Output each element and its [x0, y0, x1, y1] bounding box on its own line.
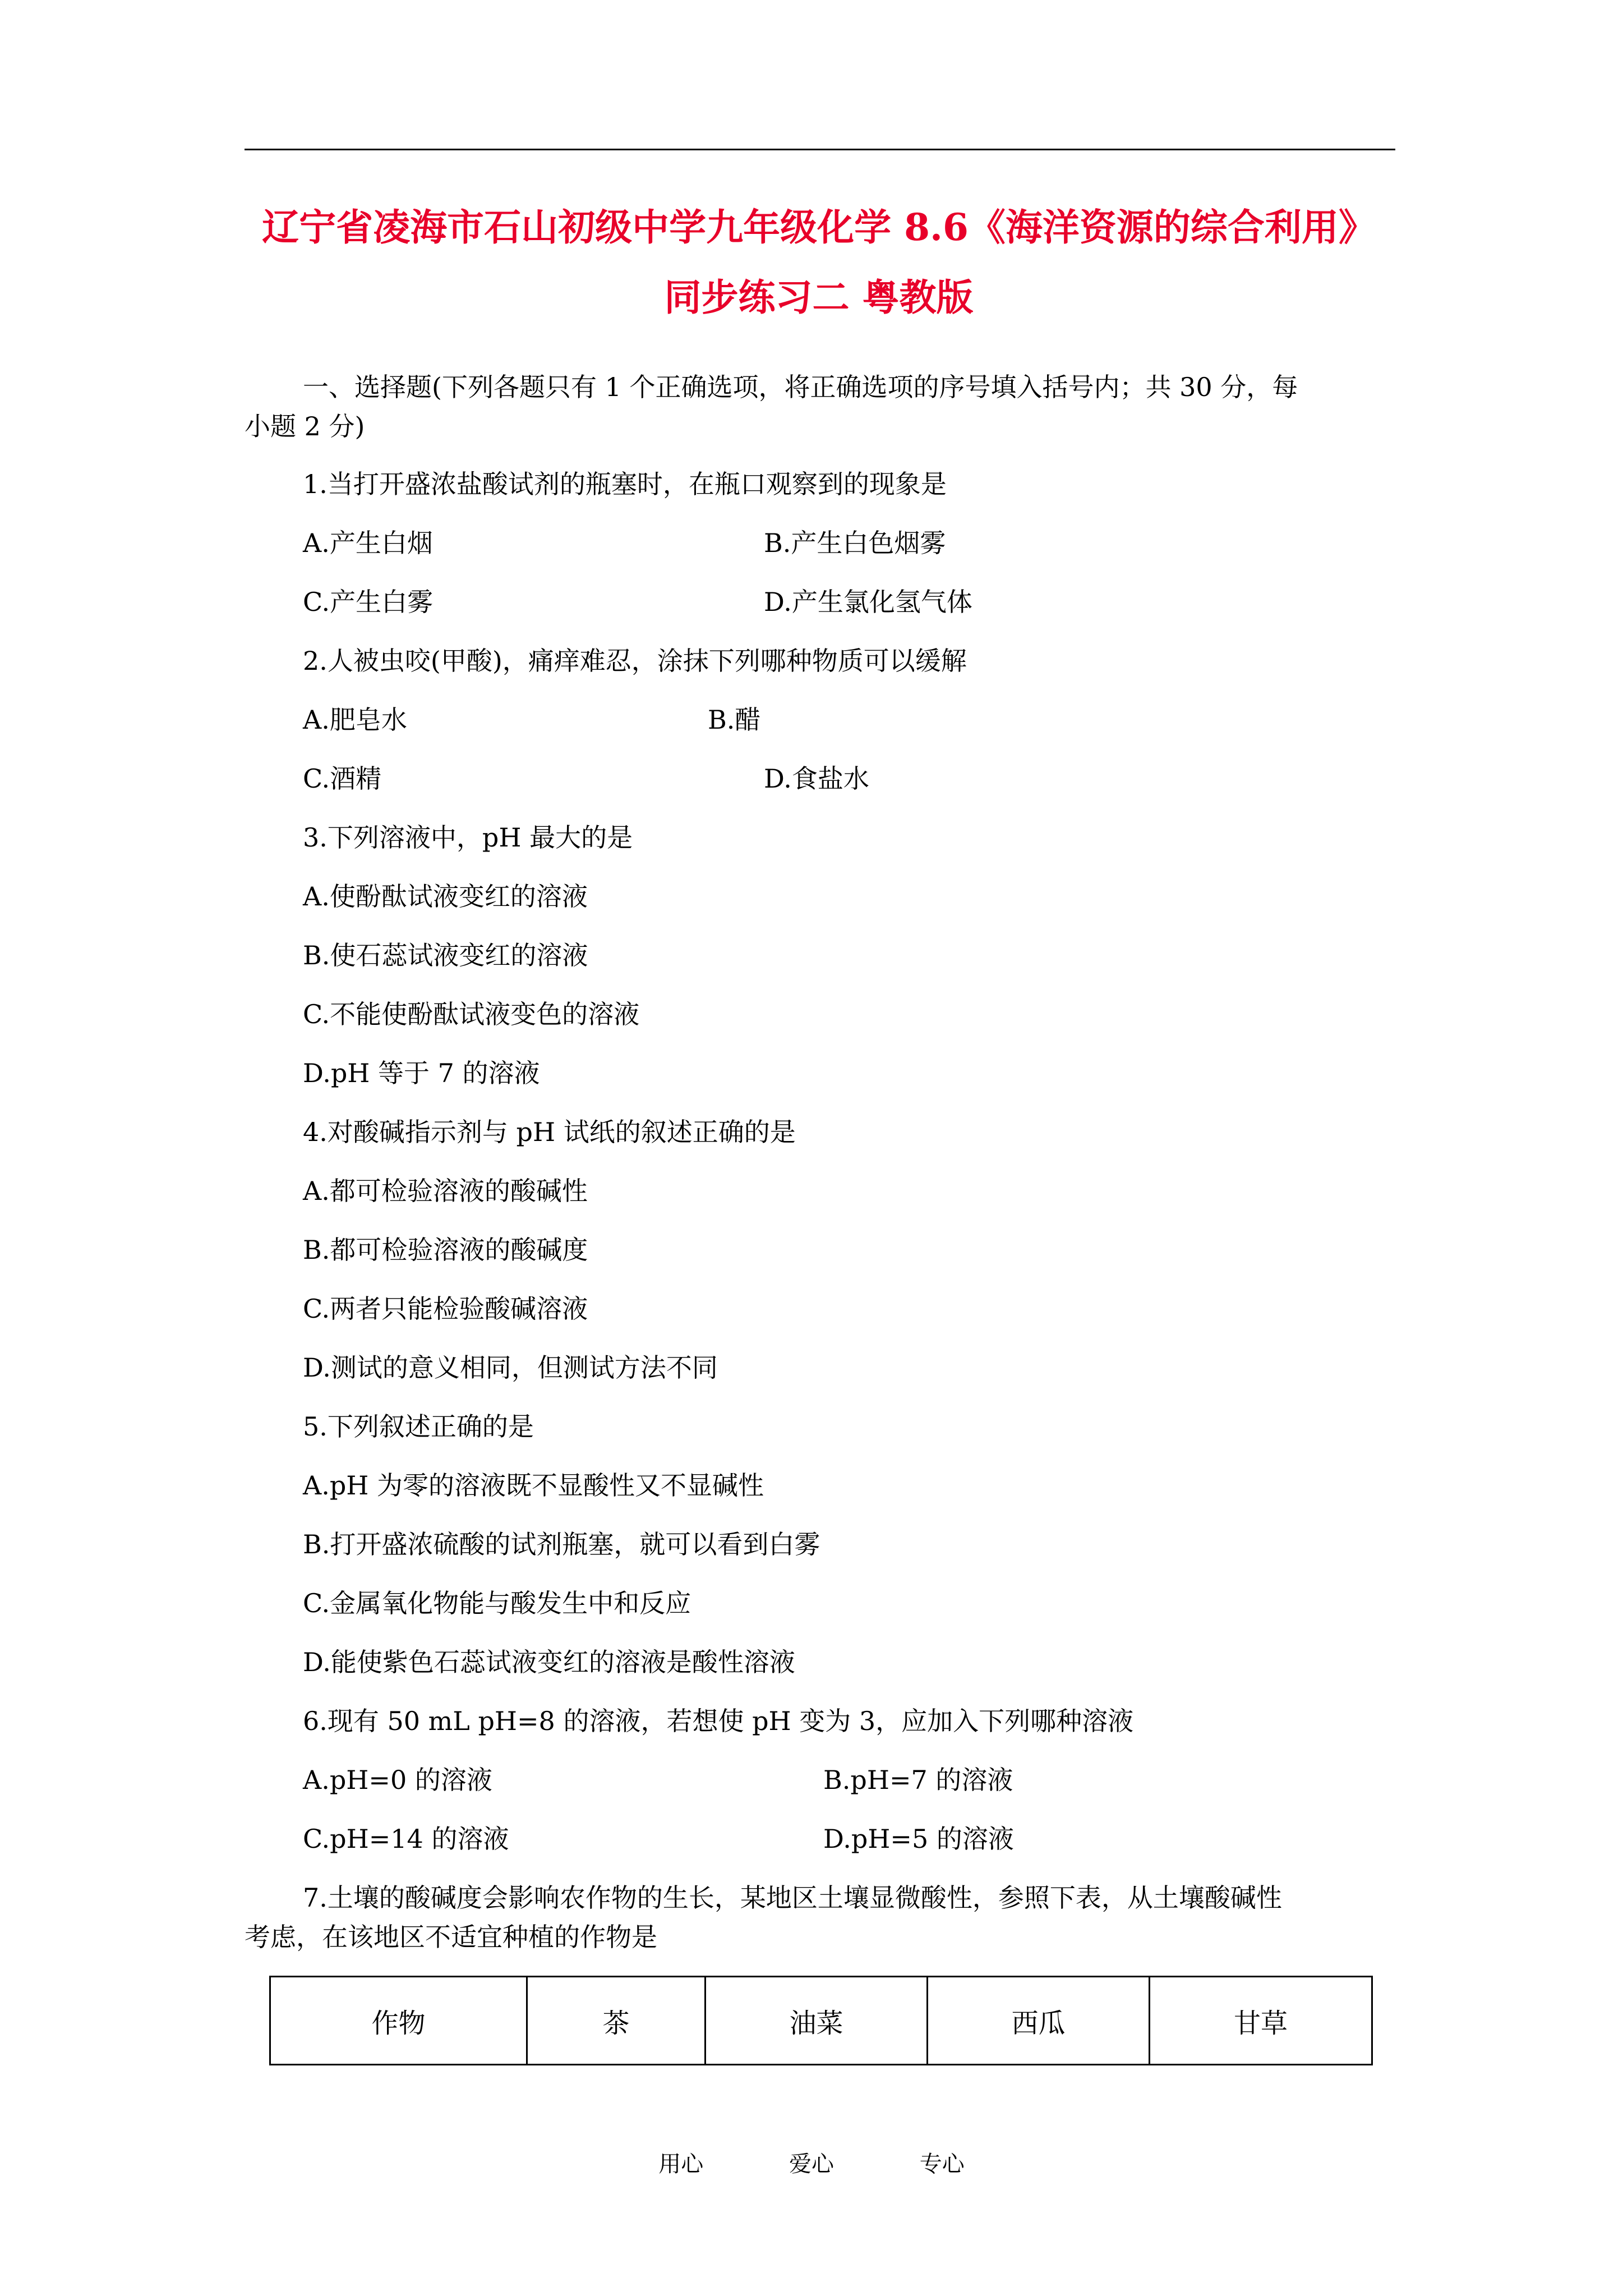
header-rule — [245, 149, 1395, 150]
document-title-line2: 同步练习二 粤教版 — [664, 275, 974, 319]
question-3-stem: 3.下列溶液中，pH 最大的是 — [303, 822, 633, 853]
question-1-option-c: C.产生白雾 — [303, 587, 434, 617]
question-6-option-c: C.pH=14 的溶液 — [303, 1824, 509, 1854]
question-5-option-c: C.金属氧化物能与酸发生中和反应 — [303, 1588, 691, 1618]
question-2-option-a: A.肥皂水 — [303, 705, 407, 735]
question-6-stem: 6.现有 50 mL pH=8 的溶液，若想使 pH 变为 3，应加入下列哪种溶液 — [303, 1706, 1134, 1736]
table-header-cell: 茶 — [527, 1977, 706, 2065]
question-7-stem-line1: 7.土壤的酸碱度会影响农作物的生长，某地区土壤显微酸性，参照下表，从土壤酸碱性 — [303, 1883, 1282, 1913]
question-5-option-d: D.能使紫色石蕊试液变红的溶液是酸性溶液 — [303, 1647, 795, 1677]
page-footer — [0, 2148, 1623, 2180]
table-header-cell: 作物 — [270, 1977, 527, 2065]
table-row — [270, 1977, 1372, 2065]
document-title-line1: 辽宁省凌海市石山初级中学九年级化学 8.6《海洋资源的综合利用》 — [262, 205, 1376, 249]
table-header-cell: 油菜 — [706, 1977, 928, 2065]
question-2-stem: 2.人被虫咬(甲酸)，痛痒难忍，涂抹下列哪种物质可以缓解 — [303, 646, 967, 676]
section-instructions-line1: 一、选择题(下列各题只有 1 个正确选项，将正确选项的序号填入括号内；共 30 分，每 — [303, 372, 1298, 402]
question-3-option-c: C.不能使酚酞试液变色的溶液 — [303, 999, 640, 1029]
footer-text: 爱心 — [789, 2151, 834, 2177]
table-header-cell: 甘草 — [1150, 1977, 1372, 2065]
table-header-cell: 西瓜 — [928, 1977, 1150, 2065]
question-3-option-d: D.pH 等于 7 的溶液 — [303, 1058, 540, 1088]
question-5-stem: 5.下列叙述正确的是 — [303, 1411, 534, 1442]
question-4-option-d: D.测试的意义相同，但测试方法不同 — [303, 1352, 718, 1383]
question-4-option-a: A.都可检验溶液的酸碱性 — [303, 1176, 588, 1206]
question-4-option-c: C.两者只能检验酸碱溶液 — [303, 1294, 588, 1324]
question-5-option-a: A.pH 为零的溶液既不显酸性又不显碱性 — [303, 1470, 764, 1501]
question-4-stem: 4.对酸碱指示剂与 pH 试纸的叙述正确的是 — [303, 1117, 796, 1147]
question-2-option-d: D.食盐水 — [764, 763, 869, 794]
footer-text: 用心 — [658, 2151, 704, 2177]
question-1-stem: 1.当打开盛浓盐酸试剂的瓶塞时，在瓶口观察到的现象是 — [303, 469, 947, 499]
question-1-option-a: A.产生白烟 — [303, 528, 433, 558]
question-4-option-b: B.都可检验溶液的酸碱度 — [303, 1235, 588, 1265]
question-5-option-b: B.打开盛浓硫酸的试剂瓶塞，就可以看到白雾 — [303, 1529, 820, 1559]
question-6-option-d: D.pH=5 的溶液 — [823, 1824, 1014, 1854]
question-6-option-b: B.pH=7 的溶液 — [823, 1765, 1013, 1795]
question-1-option-d: D.产生氯化氢气体 — [764, 587, 972, 617]
question-2-option-c: C.酒精 — [303, 763, 382, 794]
question-3-option-a: A.使酚酞试液变红的溶液 — [303, 881, 588, 912]
question-2-option-b: B.醋 — [708, 705, 761, 735]
question-7-stem-line2: 考虑，在该地区不适宜种植的作物是 — [245, 1922, 657, 1952]
footer-text: 专心 — [919, 2151, 965, 2177]
section-instructions-line2: 小题 2 分) — [245, 411, 365, 441]
crop-table — [269, 1976, 1373, 2065]
question-6-option-a: A.pH=0 的溶液 — [303, 1765, 492, 1795]
question-1-option-b: B.产生白色烟雾 — [764, 528, 946, 558]
question-3-option-b: B.使石蕊试液变红的溶液 — [303, 940, 588, 970]
